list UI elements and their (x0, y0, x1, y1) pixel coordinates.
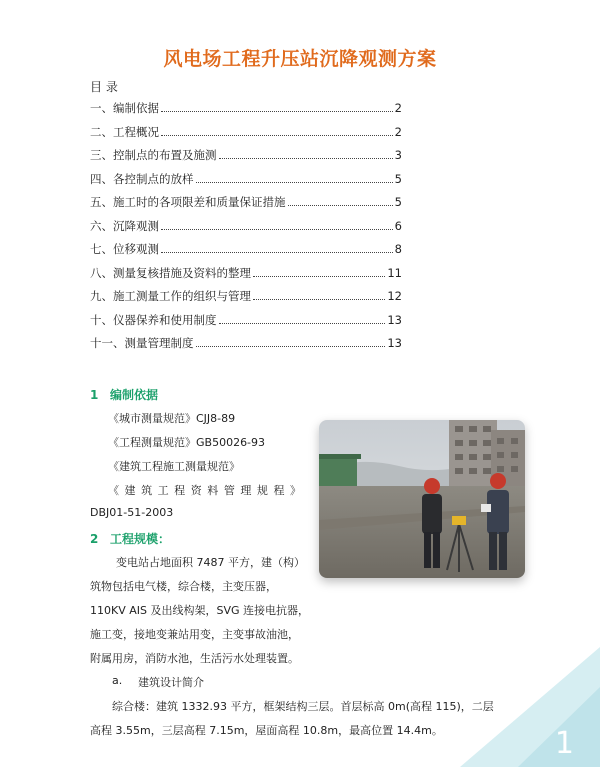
toc-entry-label: 九、施工测量工作的组织与管理 (90, 289, 251, 303)
toc-entry-page: 8 (394, 242, 402, 256)
toc-entry-page: 2 (394, 124, 402, 139)
toc-entry-page: 2 (394, 101, 402, 115)
toc-leader-dots (288, 204, 393, 206)
scale-line-2: 筑物包括电气楼，综合楼，主变压器， (90, 580, 277, 593)
toc-entry[interactable] (90, 100, 402, 124)
toc-leader-dots (161, 228, 393, 230)
toc-leader-dots (253, 298, 385, 300)
reference-2: 《工程测量规范》GB50026-93 (108, 436, 266, 449)
toc-leader-dots (219, 157, 393, 159)
document-title: 风电场工程升压站沉降观测方案 (163, 48, 437, 70)
toc-entry-page: 5 (394, 171, 402, 186)
corner-decoration (460, 647, 600, 767)
toc-leader-dots (196, 345, 386, 347)
toc-leader-dots (161, 134, 393, 136)
toc-entry[interactable] (90, 241, 402, 265)
reference-4-code: DBJ01-51-2003 (90, 506, 174, 519)
section-1-number: 1 (90, 388, 99, 402)
scale-line-5: 附属用房，消防水池，生活污水处理装置。 (90, 652, 299, 665)
scale-line-1: 变电站占地面积 7487 平方，建（构） (116, 556, 305, 569)
section-2-title: 工程规模： (110, 532, 171, 546)
design-paragraph-line-2: 高程 3.55m，三层高程 7.15m，屋面高程 10.8m，最高位置 14.4m。 (90, 724, 443, 737)
toc-entry[interactable] (90, 312, 402, 336)
reference-4: 《建筑工程资料管理规程》 (108, 484, 301, 497)
toc-entry-page: 13 (387, 336, 402, 350)
toc-leader-dots (161, 251, 393, 253)
toc-entry[interactable] (90, 147, 402, 171)
toc-entry-label: 八、测量复核措施及资料的整理 (90, 265, 251, 280)
toc-entry-page: 12 (387, 289, 402, 303)
subsection-heading: 建筑设计简介 (138, 676, 204, 689)
toc-entry[interactable] (90, 124, 402, 148)
subsection-label: a. (112, 674, 123, 687)
construction-site-photo (319, 420, 525, 578)
toc-entry-label: 二、工程概况 (90, 124, 159, 139)
design-paragraph-line-1: 综合楼：建筑 1332.93 平方，框架结构三层。首层标高 0m(高程 115)，二层 (112, 700, 494, 713)
toc-entry-label: 十一、测量管理制度 (90, 336, 194, 350)
toc-entry-label: 三、控制点的布置及施测 (90, 148, 217, 162)
toc-entry-page: 3 (394, 148, 402, 162)
reference-3: 《建筑工程施工测量规范》 (108, 460, 240, 473)
section-1-title: 编制依据 (110, 388, 159, 402)
toc-entry-page: 13 (387, 312, 402, 327)
scale-line-4: 施工变，接地变兼站用变，主变事故油池， (90, 628, 299, 641)
scale-line-3: 110KV AIS 及出线构架，SVG 连接电抗器， (90, 604, 310, 617)
toc-entry[interactable] (90, 194, 402, 218)
table-of-contents (90, 100, 402, 359)
toc-leader-dots (161, 110, 393, 112)
toc-entry-page: 5 (394, 195, 402, 209)
toc-entry[interactable] (90, 218, 402, 242)
section-2-heading (90, 530, 170, 547)
toc-leader-dots (219, 322, 386, 324)
surveyors-photo-illustration (319, 420, 525, 578)
toc-entry-label: 十、仪器保养和使用制度 (90, 312, 217, 327)
toc-entry[interactable] (90, 265, 402, 289)
reference-1: 《城市测量规范》CJJ8-89 (108, 412, 236, 425)
section-1-heading (90, 386, 158, 403)
page-number: 1 (554, 726, 574, 761)
toc-leader-dots (196, 181, 393, 183)
toc-entry-label: 六、沉降观测 (90, 218, 159, 233)
toc-entry-label: 七、位移观测 (90, 242, 159, 256)
section-2-number: 2 (90, 532, 99, 546)
toc-entry-label: 一、编制依据 (90, 101, 159, 115)
toc-entry-page: 6 (394, 218, 402, 233)
toc-heading: 目 录 (90, 80, 118, 94)
toc-entry-label: 四、各控制点的放样 (90, 171, 194, 186)
toc-entry[interactable] (90, 171, 402, 195)
toc-entry-page: 11 (387, 265, 402, 280)
toc-entry-label: 五、施工时的各项限差和质量保证措施 (90, 195, 286, 209)
toc-leader-dots (253, 275, 385, 277)
toc-entry[interactable] (90, 335, 402, 359)
toc-entry[interactable] (90, 288, 402, 312)
